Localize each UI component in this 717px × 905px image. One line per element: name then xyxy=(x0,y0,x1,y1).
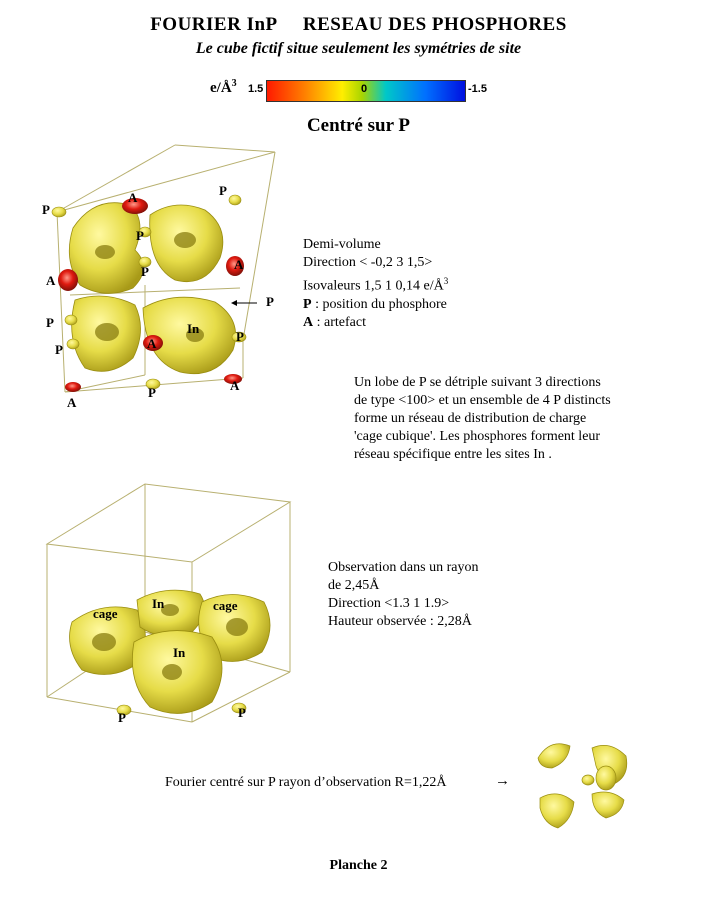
title-right: RESEAU DES PHOSPHORES xyxy=(302,14,567,35)
fig1-label-P-left: P xyxy=(42,202,50,217)
fig1-label-A-center: A xyxy=(147,336,157,351)
info1-line5: A : artefact xyxy=(303,314,366,330)
fig1-label-P-mid2: P xyxy=(141,264,149,279)
info2-line1: Observation dans un rayon xyxy=(328,560,479,575)
page-subtitle: Le cube fictif situe seulement les symétries de site xyxy=(195,40,522,57)
fig2-label-In-top: In xyxy=(152,596,165,611)
fig1-label-A-right: A xyxy=(234,257,244,272)
fig1-label-P-mid1: P xyxy=(136,228,144,243)
fig2-label-cage-right: cage xyxy=(213,598,238,613)
explanation-line3: forme un réseau de distribution de charge xyxy=(354,411,587,426)
explanation-line4: 'cage cubique'. Les phosphores forment leur xyxy=(354,429,601,444)
fig2-label-P-left: P xyxy=(118,710,126,725)
fig1-label-A-left: A xyxy=(46,273,56,288)
fig1-label-P-bottom: P xyxy=(148,385,156,400)
explanation-line1: Un lobe de P se détriple suivant 3 directions xyxy=(354,375,601,390)
scale-max-label: 1.5 xyxy=(248,83,264,95)
pointer-arrow-head xyxy=(231,300,237,306)
info1-line2: Direction < -0,2 3 1,5> xyxy=(303,255,433,270)
fig1-label-P-left3: P xyxy=(55,342,63,357)
fig1-label-In: In xyxy=(187,321,200,336)
fig1-label-A-bottomright: A xyxy=(230,378,240,393)
info-block-1 xyxy=(303,236,448,332)
info2-line2: de 2,45Å xyxy=(328,578,380,593)
fourier-lobes xyxy=(538,744,627,828)
fig2-label-In-center: In xyxy=(173,645,186,660)
section-title: Centré sur P xyxy=(306,115,411,136)
info2-line4: Hauteur observée : 2,28Å xyxy=(328,614,472,629)
info2-line3: Direction <1.3 1 1.9> xyxy=(328,596,450,611)
info-block-2 xyxy=(328,559,478,631)
info1-line3: Isovaleurs 1,5 1 0,14 $e/Å^3$ xyxy=(303,276,449,294)
fig1-label-P-topright: P xyxy=(219,183,227,198)
figure-fourier-small xyxy=(530,728,640,838)
page-title xyxy=(0,14,717,36)
fig1-label-P-left2: P xyxy=(46,315,54,330)
scale-mid-label: 0 xyxy=(361,83,368,95)
fig1-label-A-bottomleft: A xyxy=(67,395,77,410)
explanation-line2: de type <100> et un ensemble de 4 P distincts xyxy=(354,393,611,408)
plate-footer: Planche 2 xyxy=(329,858,388,873)
fig1-label-A-top: A xyxy=(128,190,138,205)
info1-line1: Demi-volume xyxy=(303,237,381,252)
fourier-caption: Fourier centré sur P rayon d’observation R=1,22Å xyxy=(165,775,447,790)
fig1-label-P-arrow: P xyxy=(266,294,274,309)
figure-half-volume xyxy=(35,140,295,412)
explanation-line5: réseau spécifique entre les sites In . xyxy=(354,447,552,462)
scale-min-label: -1.5 xyxy=(468,83,487,95)
info1-line4: P : position du phosphore xyxy=(303,296,447,312)
fig1-label-P-right2: P xyxy=(236,329,244,344)
fig2-label-cage-left: cage xyxy=(93,606,118,621)
fig2-label-P-right: P xyxy=(238,705,246,720)
explanation-paragraph xyxy=(354,374,611,464)
title-left: FOURIER InP xyxy=(150,14,278,35)
caption-arrow: → xyxy=(495,773,510,789)
scale-unit-label: $e/Å^3$ xyxy=(210,78,237,96)
figure-cage-cubique xyxy=(42,482,302,732)
